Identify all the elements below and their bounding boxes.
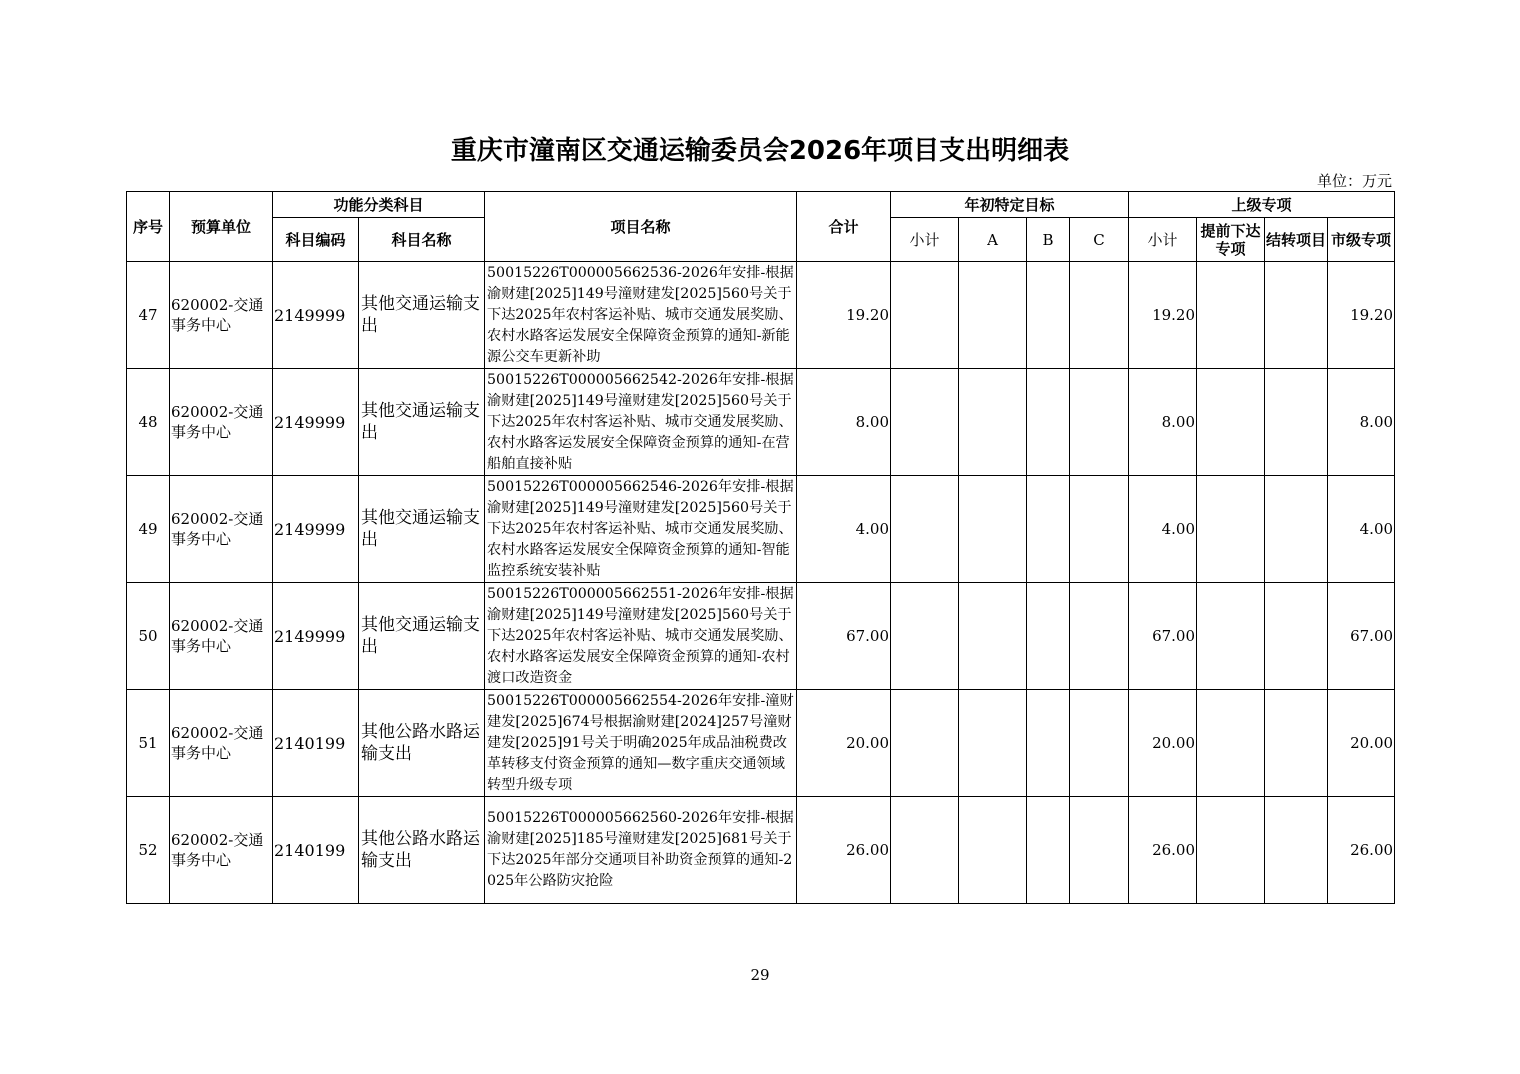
header-total: 合计 — [797, 192, 891, 262]
header-target-subtotal: 小计 — [891, 218, 959, 262]
row-col-c — [1070, 583, 1129, 690]
row-carryover — [1265, 583, 1328, 690]
row-subject-code: 2149999 — [273, 583, 359, 690]
row-upper-subtotal: 67.00 — [1129, 583, 1197, 690]
row-subject-code: 2140199 — [273, 690, 359, 797]
row-subject-name: 其他交通运输支出 — [359, 583, 485, 690]
row-target-subtotal — [891, 262, 959, 369]
unit-note: 单位：万元 — [1316, 172, 1392, 190]
row-carryover — [1265, 369, 1328, 476]
row-col-a — [959, 583, 1027, 690]
row-carryover — [1265, 262, 1328, 369]
row-col-a — [959, 797, 1027, 904]
table-row — [127, 369, 1395, 476]
row-project-name: 50015226T000005662560-2026年安排-根据渝财建[2025]185号潼财建发[2025]681号关于下达2025年部分交通项目补助资金预算的通知-2025年公路防灾抢险 — [485, 797, 797, 904]
row-total: 19.20 — [797, 262, 891, 369]
row-target-subtotal — [891, 797, 959, 904]
row-city: 4.00 — [1328, 476, 1395, 583]
row-subject-code: 2140199 — [273, 797, 359, 904]
header-target-group: 年初特定目标 — [891, 192, 1129, 218]
row-target-subtotal — [891, 369, 959, 476]
row-subject-name: 其他公路水路运输支出 — [359, 797, 485, 904]
row-subject-name: 其他交通运输支出 — [359, 262, 485, 369]
row-seq: 50 — [127, 583, 170, 690]
row-upper-subtotal: 4.00 — [1129, 476, 1197, 583]
row-subject-code: 2149999 — [273, 262, 359, 369]
row-upper-subtotal: 19.20 — [1129, 262, 1197, 369]
row-total: 26.00 — [797, 797, 891, 904]
row-subject-name: 其他公路水路运输支出 — [359, 690, 485, 797]
header-func-class: 功能分类科目 — [273, 192, 485, 218]
row-total: 20.00 — [797, 690, 891, 797]
header-col-b: B — [1027, 218, 1070, 262]
row-seq: 47 — [127, 262, 170, 369]
row-city: 19.20 — [1328, 262, 1395, 369]
row-total: 8.00 — [797, 369, 891, 476]
header-seq: 序号 — [127, 192, 170, 262]
row-seq: 52 — [127, 797, 170, 904]
row-col-a — [959, 262, 1027, 369]
row-carryover — [1265, 797, 1328, 904]
table-row — [127, 262, 1395, 369]
page-number: 29 — [750, 966, 770, 984]
row-project-name: 50015226T000005662536-2026年安排-根据渝财建[2025]149号潼财建发[2025]560号关于下达2025年农村客运补贴、城市交通发展奖励、农村水路客运发展安全保障资金预算的通知-新能源公交车更新补助 — [485, 262, 797, 369]
row-advance — [1197, 369, 1265, 476]
row-carryover — [1265, 476, 1328, 583]
header-upper-group: 上级专项 — [1129, 192, 1395, 218]
header-city: 市级专项 — [1328, 218, 1395, 262]
row-budget-unit: 620002-交通事务中心 — [170, 476, 273, 583]
header-subject-name: 科目名称 — [359, 218, 485, 262]
row-budget-unit: 620002-交通事务中心 — [170, 262, 273, 369]
table-row — [127, 476, 1395, 583]
row-col-b — [1027, 583, 1070, 690]
row-col-c — [1070, 797, 1129, 904]
row-advance — [1197, 797, 1265, 904]
row-subject-name: 其他交通运输支出 — [359, 476, 485, 583]
header-budget-unit: 预算单位 — [170, 192, 273, 262]
header-col-a: A — [959, 218, 1027, 262]
row-budget-unit: 620002-交通事务中心 — [170, 690, 273, 797]
row-upper-subtotal: 20.00 — [1129, 690, 1197, 797]
row-col-b — [1027, 797, 1070, 904]
row-col-b — [1027, 476, 1070, 583]
row-col-c — [1070, 262, 1129, 369]
row-target-subtotal — [891, 583, 959, 690]
row-seq: 48 — [127, 369, 170, 476]
row-col-b — [1027, 369, 1070, 476]
row-city: 26.00 — [1328, 797, 1395, 904]
row-col-c — [1070, 476, 1129, 583]
row-col-c — [1070, 369, 1129, 476]
row-city: 20.00 — [1328, 690, 1395, 797]
header-project-name: 项目名称 — [485, 192, 797, 262]
row-carryover — [1265, 690, 1328, 797]
header-subject-code: 科目编码 — [273, 218, 359, 262]
row-project-name: 50015226T000005662551-2026年安排-根据渝财建[2025]149号潼财建发[2025]560号关于下达2025年农村客运补贴、城市交通发展奖励、农村水路客运发展安全保障资金预算的通知-农村渡口改造资金 — [485, 583, 797, 690]
row-total: 4.00 — [797, 476, 891, 583]
page-title: 重庆市潼南区交通运输委员会2026年项目支出明细表 — [450, 136, 1070, 166]
row-advance — [1197, 583, 1265, 690]
header-carryover: 结转项目 — [1265, 218, 1328, 262]
row-upper-subtotal: 26.00 — [1129, 797, 1197, 904]
row-col-b — [1027, 690, 1070, 797]
row-seq: 51 — [127, 690, 170, 797]
table-row — [127, 583, 1395, 690]
row-city: 8.00 — [1328, 369, 1395, 476]
row-col-a — [959, 369, 1027, 476]
row-budget-unit: 620002-交通事务中心 — [170, 369, 273, 476]
row-col-c — [1070, 690, 1129, 797]
row-seq: 49 — [127, 476, 170, 583]
row-project-name: 50015226T000005662542-2026年安排-根据渝财建[2025]149号潼财建发[2025]560号关于下达2025年农村客运补贴、城市交通发展奖励、农村水路客运发展安全保障资金预算的通知-在营船舶直接补贴 — [485, 369, 797, 476]
row-target-subtotal — [891, 476, 959, 583]
row-subject-code: 2149999 — [273, 369, 359, 476]
row-subject-code: 2149999 — [273, 476, 359, 583]
header-advance: 提前下达专项 — [1197, 218, 1265, 262]
row-advance — [1197, 690, 1265, 797]
row-project-name: 50015226T000005662546-2026年安排-根据渝财建[2025]149号潼财建发[2025]560号关于下达2025年农村客运补贴、城市交通发展奖励、农村水路客运发展安全保障资金预算的通知-智能监控系统安装补贴 — [485, 476, 797, 583]
row-subject-name: 其他交通运输支出 — [359, 369, 485, 476]
row-col-a — [959, 476, 1027, 583]
project-expenditure-table — [126, 191, 1395, 904]
row-target-subtotal — [891, 690, 959, 797]
row-budget-unit: 620002-交通事务中心 — [170, 797, 273, 904]
row-advance — [1197, 476, 1265, 583]
row-budget-unit: 620002-交通事务中心 — [170, 583, 273, 690]
table-row — [127, 797, 1395, 904]
table-row — [127, 690, 1395, 797]
header-upper-subtotal: 小计 — [1129, 218, 1197, 262]
row-total: 67.00 — [797, 583, 891, 690]
row-advance — [1197, 262, 1265, 369]
row-col-a — [959, 690, 1027, 797]
row-upper-subtotal: 8.00 — [1129, 369, 1197, 476]
row-project-name: 50015226T000005662554-2026年安排-潼财建发[2025]674号根据渝财建[2024]257号潼财建发[2025]91号关于明确2025年成品油税费改革转移支付资金预算的通知—数字重庆交通领域转型升级专项 — [485, 690, 797, 797]
header-col-c: C — [1070, 218, 1129, 262]
row-city: 67.00 — [1328, 583, 1395, 690]
row-col-b — [1027, 262, 1070, 369]
